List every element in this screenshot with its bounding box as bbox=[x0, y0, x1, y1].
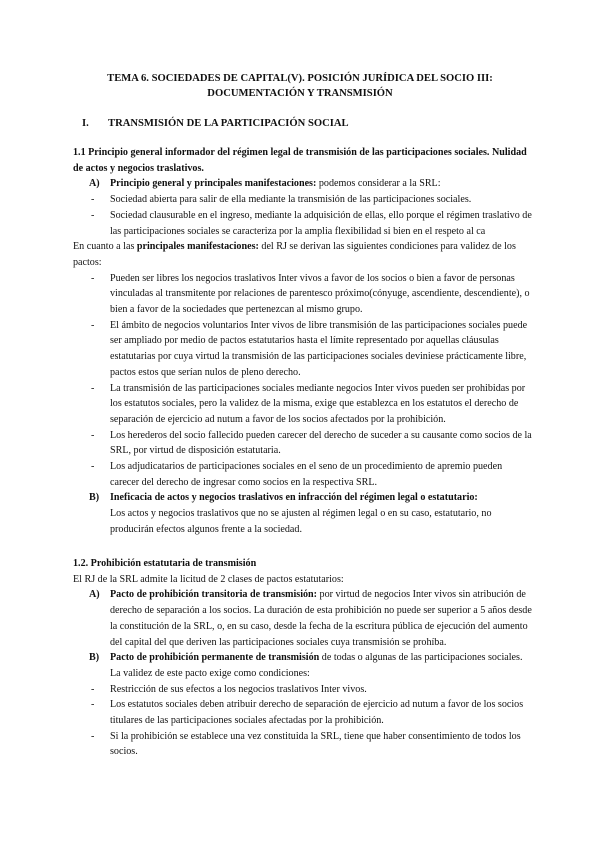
point-title: Ineficacia de actos y negocios traslativos en infracción del régimen legal o estatutario: bbox=[110, 492, 478, 504]
bullet-dash: - bbox=[91, 382, 95, 394]
bullet-dash: - bbox=[91, 194, 95, 206]
point-letter: B) bbox=[89, 492, 100, 504]
paragraph bbox=[73, 239, 533, 270]
list-item-text: Sociedad clausurable en el ingreso, mediante la adquisición de ellas, ello porque el régimen traslativo de las participaciones sociales se caracteriza por la amplia flexibilidad si bien en el respeto al ca bbox=[110, 209, 532, 237]
list-item bbox=[73, 192, 533, 208]
paragraph-text: En cuanto a las bbox=[73, 241, 137, 253]
list-item bbox=[73, 208, 533, 239]
section-title: TRANSMISIÓN DE LA PARTICIPACIÓN SOCIAL bbox=[108, 118, 349, 129]
bullet-dash: - bbox=[91, 461, 95, 473]
list-item bbox=[73, 381, 533, 428]
list-item bbox=[73, 729, 533, 760]
paragraph: El RJ de la SRL admite la licitud de 2 clases de pactos estatutarios: bbox=[73, 573, 344, 585]
section-number: I. bbox=[82, 118, 89, 129]
list-item bbox=[73, 697, 533, 728]
list-item bbox=[73, 682, 533, 698]
list-item bbox=[73, 428, 533, 459]
point-title: Principio general y principales manifestaciones: bbox=[110, 178, 317, 190]
point-b-text: Los actos y negocios traslativos que no se ajusten al régimen legal o en su caso, estatutario, no producirán efectos algunos frente a la sociedad. bbox=[110, 508, 492, 535]
list-item-text: Los estatutos sociales deben atribuir derecho de separación de ejercicio ad nutum a favor de los socios titulares de las participaciones sociales afectadas por la prohibición. bbox=[110, 699, 524, 727]
list-item-text: El ámbito de negocios voluntarios Inter vivos de libre transmisión de las participaciones sociales puede ser ampliado por medio de pactos estatutarios hasta el límite representado por aquellas cláusulas estatutarias por cuya virtud la transmisión de las participaciones sociales deviniese prácticamente libre, pactos estos que serían nulos de pleno derecho. bbox=[110, 319, 528, 378]
paragraph-bold: principales manifestaciones: bbox=[136, 241, 259, 253]
point-b bbox=[73, 490, 533, 506]
bullet-dash: - bbox=[91, 683, 95, 695]
point-title: Pacto de prohibición transitoria de transmisión: bbox=[110, 589, 318, 601]
subsection-heading: 1.1 Principio general informador del régimen legal de transmisión de las participaciones sociales. Nulidad de actos y negocios traslativos. bbox=[73, 147, 527, 174]
point-text: podemos considerar a la SRL: bbox=[316, 178, 441, 190]
bullet-dash: - bbox=[91, 429, 95, 441]
paragraph-text: del RJ se derivan las siguientes condiciones para validez de los pactos: bbox=[73, 241, 516, 268]
list-item-text: Si la prohibición se establece una vez constituida la SRL, tiene que haber consentimiento de todos los socios. bbox=[110, 730, 521, 758]
bullet-dash: - bbox=[91, 319, 95, 331]
point-letter: A) bbox=[89, 589, 100, 601]
list-item-text: Restricción de sus efectos a los negocios traslativos Inter vivos. bbox=[110, 683, 367, 695]
list-item-text: Los adjudicatarios de participaciones sociales en el seno de un procedimiento de apremio pueden carecer del derecho de ingresar como socios en la respectiva SRL. bbox=[110, 461, 503, 488]
subsection-1-1 bbox=[73, 145, 533, 538]
list-item-text: Los herederos del socio fallecido pueden carecer del derecho de suceder a su causante como socios de la SRL, por virtud de disposición estatutaria. bbox=[110, 429, 532, 457]
list-item-text: Pueden ser libres los negocios traslativos Inter vivos a favor de los socios o bien a favor de personas vinculadas al transmitente por relaciones de parentesco próximo(cónyuge, ascendiente, descendiente), o bien a favor de la sociedades que pertenezcan al mismo grupo. bbox=[110, 272, 530, 316]
point-letter: B) bbox=[89, 652, 100, 664]
point-b bbox=[73, 650, 533, 681]
section-heading bbox=[82, 118, 349, 129]
list-item bbox=[73, 459, 533, 490]
point-title: Pacto de prohibición permanente de transmisión bbox=[110, 652, 320, 664]
bullet-dash: - bbox=[91, 272, 95, 284]
page-title bbox=[60, 72, 540, 101]
subsection-1-2 bbox=[73, 556, 533, 760]
title-line-2: DOCUMENTACIÓN Y TRANSMISIÓN bbox=[207, 87, 393, 99]
point-letter: A) bbox=[89, 178, 100, 190]
title-line-1: TEMA 6. SOCIEDADES DE CAPITAL(V). POSICIÓN JURÍDICA DEL SOCIO III: bbox=[107, 73, 493, 84]
list-item-text: La transmisión de las participaciones sociales mediante negocios Inter vivos pueden ser prohibidas por los estatutos sociales, pero la validez de la misma, exige que establezca en los estatutos el derecho de separación de ejercicio ad nutum a favor de los socios afectados por la prohibición. bbox=[110, 382, 526, 425]
bullet-dash: - bbox=[91, 209, 95, 221]
point-text: por virtud de negocios Inter vivos sin atribución de derecho de separación a los socios. La duración de esta prohibición no puede ser superior a 5 años desde la constitución de la SRL, o, en su caso, desde la fecha de la escritura pública de ejecución del aumento del capital del que deriven las participaciones sociales cuya transmisión se prohíba. bbox=[110, 589, 532, 648]
bullet-dash: - bbox=[91, 730, 95, 742]
subsection-heading: 1.2. Prohibición estatutaria de transmisión bbox=[73, 558, 257, 569]
list-item bbox=[73, 271, 533, 318]
point-a bbox=[73, 176, 533, 192]
list-item bbox=[73, 318, 533, 381]
bullet-dash: - bbox=[91, 699, 95, 711]
list-item-text: Sociedad abierta para salir de ella mediante la transmisión de las participaciones sociales. bbox=[110, 194, 472, 206]
point-a bbox=[73, 587, 533, 650]
point-text: de todas o algunas de las participaciones sociales. La validez de este pacto exige como condiciones: bbox=[110, 652, 523, 679]
